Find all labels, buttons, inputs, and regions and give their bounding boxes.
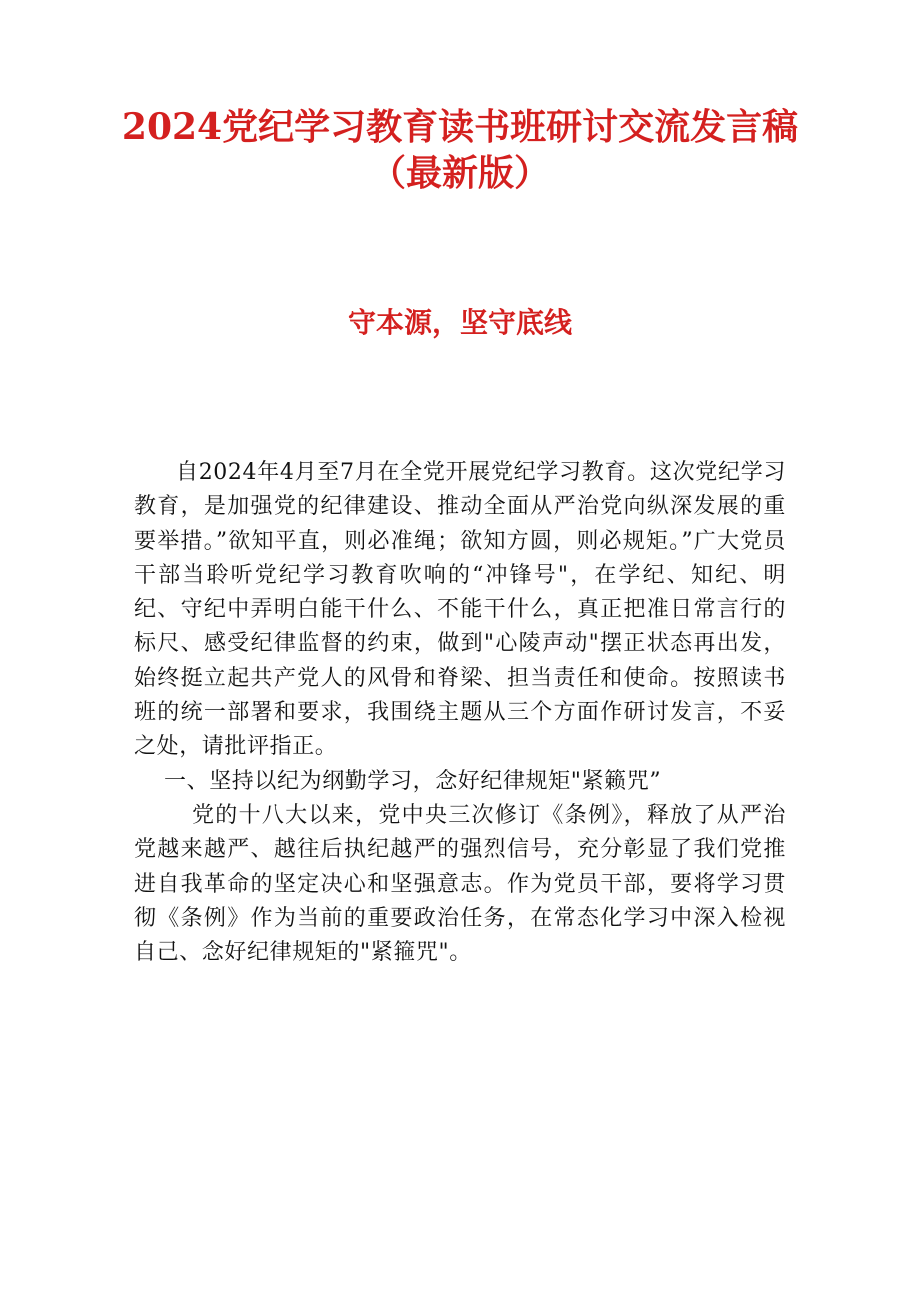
- document-subtitle: 守本源，坚守底线: [347, 306, 572, 339]
- paragraph-section-1: 党的十八大以来，党中央三次修订《条例》，释放了从严治党越来越严、越往后执纪越严的强烈信号，充分彰显了我们党推进自我革命的坚定决心和坚强意志。作为党员干部，要将学习贯彻《条例》作为当前的重要政治任务，在常态化学习中深入检视自己、念好纪律规矩的"紧箍咒"。: [134, 802, 786, 966]
- section-heading-1: 一、坚持以纪为纲勤学习，念好纪律规矩"紧籁咒”: [164, 768, 662, 794]
- paragraph-intro: 自2024年4月至7月在全党开展党纪学习教育。这次党纪学习教育，是加强党的纪律建设、推动全面从严治党向纵深发展的重要举措。”欲知平直，则必准绳；欲知方圆，则必规矩。”广大党员干部当聆听党纪学习教育吹响的“冲锋号"，在学纪、知纪、明纪、守纪中弄明白能干什么、不能干什么，真正把准日常言行的标尺、感受纪律监督的约束，做到"心陵声动"摆正状态再出发，始终挺立起共产党人的风骨和脊梁、担当责任和使命。按照读书班的统一部署和要求，我围绕主题从三个方面作研讨发言，不妥之处，请批评指正。: [134, 460, 786, 760]
- document-body: [134, 456, 786, 970]
- document-title: 2024党纪学习教育读书班研讨交流发言稿（最新版）: [121, 106, 799, 194]
